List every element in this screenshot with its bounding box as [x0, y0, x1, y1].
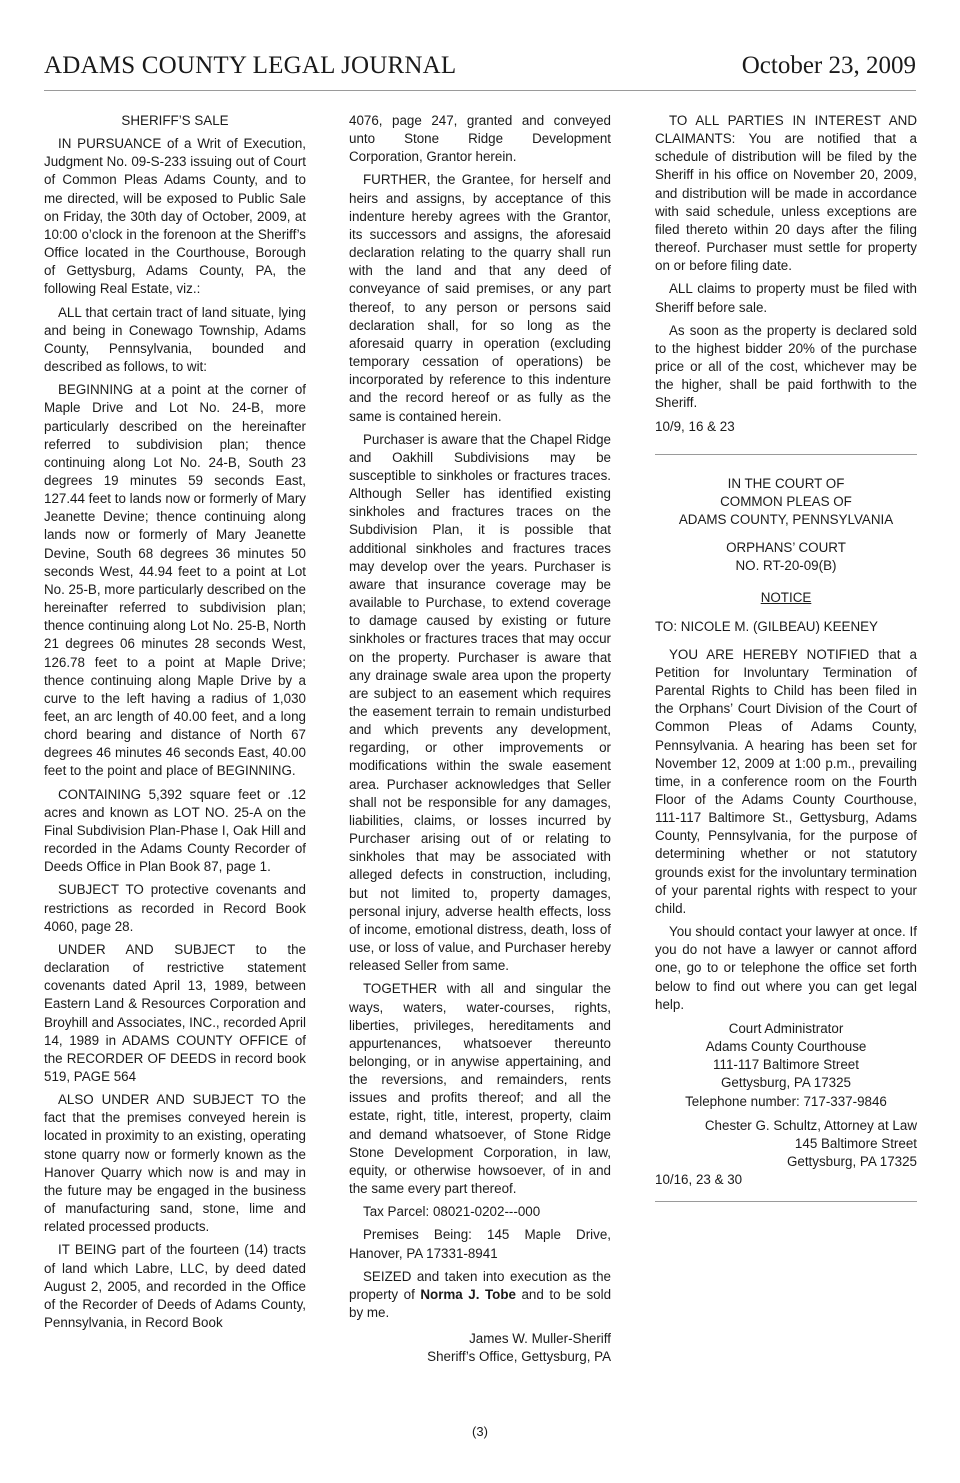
attorney-city: Gettysburg, PA 17325: [786, 1153, 917, 1169]
defendant-name: Norma J. Tobe: [420, 1286, 516, 1302]
paragraph: BEGINNING at a point at the corner of Maple Drive and Lot No. 24-B, more particularly described on the hereinafter referred to subdivision plan; thence continuing along Lot No. 24-B, South 23 degrees 19 minutes 59 seconds East, 127.44 feet to lands now or formerly of Mary Jeanette Devine; thence continuing along lands now or formerly of Mary Jeanette Devine, South 68 degrees 36 minutes 50 seconds West, 44.94 feet to a point at Lot No. 25-B, more particularly described on the hereinafter referred to subdivision plan; thence continuing along Lot No. 25-B, North 21 degrees 06 minutes 28 seconds West, 126.78 feet to a point at Maple Drive; thence continuing along Maple Drive by a curve to the left having a radius of 1,030 feet, an arc length of 40.00 feet, and a long chord bearing and distance of North 67 degrees 46 minutes 46 seconds East, 40.00 feet to the point and place of BEGINNING.: [44, 382, 306, 779]
notice-heading: [655, 589, 917, 607]
divider: [655, 1201, 917, 1202]
orphans-court-line: ORPHANS’ COURT: [726, 540, 846, 556]
sheriffs-sale-title: SHERIFF’S SALE: [121, 113, 229, 128]
paragraph: ALL that certain tract of land situate, lying and being in Conewago Township, Adams County, Pennsylvania, bounded and described as follows, to wit:: [44, 304, 306, 375]
paragraph: UNDER AND SUBJECT to the declaration of restrictive statement covenants dated April 13, 1989, between Eastern Land & Resources Corporation and Broyhill and Associates, INC., recorded April 14, 1989 in ADAMS COUNTY OFFICE of the RECORDER OF DEEDS in record book 519, PAGE 564: [44, 941, 306, 1084]
admin-line: Gettysburg, PA 17325: [720, 1075, 852, 1091]
masthead: [44, 50, 916, 91]
court-line: COMMON PLEAS OF: [720, 493, 852, 509]
publication-dates: 10/16, 23 & 30: [655, 1172, 743, 1188]
column-2: [349, 112, 611, 1366]
seized-paragraph: [349, 1268, 611, 1322]
paragraph: IT BEING part of the fourteen (14) tracts of land which Labre, LLC, by deed dated August 2, 2005, and recorded in the Office of the Recorder of Deeds of Adams County, Pennsylvania, in Record Book: [44, 1242, 306, 1330]
paragraph: You should contact your lawyer at once. If you do not have a lawyer or cannot afford one, go to or telephone the office set forth below to find out where you can get legal help.: [655, 924, 917, 1012]
column-1: [44, 112, 306, 1337]
admin-phone: Telephone number: 717-337-9846: [685, 1093, 887, 1109]
paragraph: ALSO UNDER AND SUBJECT TO the fact that the premises conveyed herein is located in proximity to an existing, operating stone quarry now or formerly known as the Hanover Quarry which now is and may in the future may be engaged in the business of manufacturing sand, stone, lime and related processed products.: [44, 1092, 306, 1235]
sheriff-name: James W. Muller-Sheriff: [469, 1331, 611, 1347]
paragraph: As soon as the property is declared sold to the highest bidder 20% of the purchase price or all of the cost, whichever may be the higher, shall be paid forthwith to the Sheriff.: [655, 322, 917, 411]
seized-text: SEIZED and taken into execution as the property of: [349, 1268, 611, 1302]
sheriff-office: Sheriff’s Office, Gettysburg, PA: [427, 1349, 611, 1365]
paragraph: IN PURSUANCE of a Writ of Execution, Judgment No. 09-S-233 issuing out of Court of Common Pleas Adams County, and to me directed, will be exposed to Public Sale on Friday, the 30th day of October, 2009, at 10:00 o’clock in the forenoon at the Sheriff’s Office located in the Courthouse, Borough of Gettysburg, Adams County, PA, the following Real Estate, viz.:: [44, 136, 306, 297]
court-line: IN THE COURT OF: [727, 475, 845, 491]
court-heading: [655, 475, 917, 529]
issue-date: October 23, 2009: [741, 52, 916, 79]
paragraph: TO ALL PARTIES IN INTEREST AND CLAIMANTS: You are notified that a schedule of distribution will be filed by the Sheriff in his office on November 20, 2009, and distribution will be made in accordance with said schedule, unless exceptions are filed thereto within 20 days after the filing thereof. Purchaser must settle for property on or before filing date.: [655, 113, 917, 274]
column-3: [655, 112, 917, 1222]
tax-parcel: Tax Parcel: 08021-0202---000: [363, 1204, 541, 1220]
case-number: NO. RT-20-09(B): [735, 558, 837, 574]
paragraph: FURTHER, the Grantee, for herself and heirs and assigns, by acceptance of this indenture hereby agrees with the Grantor, its successors and assigns, the aforesaid declaration relating to the quarry shall run with the land and that any deed of conveyance of said premises, or any part thereof, to any person or persons said declaration shall, for so long as the aforesaid quarry in operation (excluding temporary cessation of operations) be incorporated by reference to this indenture and the record hereof or as fully as the same is contained herein.: [349, 172, 611, 424]
paragraph: YOU ARE HEREBY NOTIFIED that a Petition for Involuntary Termination of Parental Rights to Child has been filed in the Orphans’ Court Division of the Court of Common Pleas of Adams County, Pennsylvania. A hearing has been set for November 12, 2009 at 1:00 p.m., prevailing time, in a conference room on the Fourth Floor of the Adams County Courthouse, 111-117 Baltimore St., Gettysburg, Adams County, Pennsylvania, for the purpose of determining whether or not statutory grounds exist for the involuntary termination of your parental rights with respect to your child.: [655, 646, 917, 916]
orphans-court-heading: [655, 539, 917, 575]
attorney-name: Chester G. Schultz, Attorney at Law: [704, 1117, 917, 1133]
paragraph: CONTAINING 5,392 square feet or .12 acres and known as LOT NO. 25-A on the Final Subdivision Plan-Phase I, Oak Hill and recorded in the Adams County Recorder of Deeds Office in Plan Book 87, page 1.: [44, 786, 306, 875]
admin-line: 111-117 Baltimore Street: [713, 1057, 859, 1073]
sheriff-signature: [349, 1330, 611, 1366]
court-administrator: [655, 1020, 917, 1111]
paragraph: ALL claims to property must be filed with Sheriff before sale.: [655, 281, 917, 315]
publication-dates: 10/9, 16 & 23: [655, 418, 735, 434]
attorney-address: 145 Baltimore Street: [794, 1135, 917, 1151]
journal-title: ADAMS COUNTY LEGAL JOURNAL: [44, 52, 457, 79]
addressee: TO: NICOLE M. (GILBEAU) KEENEY: [655, 618, 878, 634]
paragraph: TOGETHER with all and singular the ways, waters, water-courses, rights, liberties, privileges, hereditaments and appurtenances, whatsoever thereunto belonging, or in anywise appertaining, and the reversions, and remainders, rents issues and profits thereof; and all the estate, right, title, interest, property, claim and demand whatsoever, of Stone Ridge Stone Development Corporation, in law, equity, or otherwise howsoever, of in and the same every part thereof.: [349, 981, 611, 1197]
admin-line: Adams County Courthouse: [705, 1039, 867, 1055]
premises: Premises Being: 145 Maple Drive, Hanover, PA 17331-8941: [349, 1227, 611, 1261]
seized-text-end: and to be sold by me.: [349, 1286, 612, 1320]
attorney-block: [655, 1117, 917, 1171]
paragraph: Purchaser is aware that the Chapel Ridge and Oakhill Subdivisions may be susceptible to sinkholes or fractures traces. Although Seller has identified existing sinkholes and fractures traces on the Subdivision Plan, it is possible that additional sinkholes and fractures traces may develop over the years. Purchaser is aware that insurance coverage may be available to Purchase, to extend coverage to damage caused by existing or future sinkholes or fractures traces that may occur on the property. Purchaser is aware that any drainage swale area upon the property are subject to an easement which requires the easement terrain to remain undisturbed and which prevents any development, regarding, or other improvements or modifications within the swale easement area. Purchaser acknowledges that Seller shall not be responsible for any damages, liabilities, claims, or losses incurred by Purchaser arising out of or relating to sinkholes that may be associated with alleged defects in construction, including, but not limited to, property damages, personal injury, adverse health effects, loss of income, emotional distress, death, loss of use, or loss of value, and Purchaser hereby released Seller from same.: [349, 431, 611, 974]
notice-title: NOTICE: [760, 590, 812, 606]
divider: [655, 454, 917, 455]
paragraph: SUBJECT TO protective covenants and restrictions as recorded in Record Book 4060, page 28.: [44, 882, 306, 934]
paragraph: 4076, page 247, granted and conveyed unto Stone Ridge Development Corporation, Grantor herein.: [349, 113, 611, 165]
page-number: (3): [472, 1424, 488, 1439]
admin-line: Court Administrator: [728, 1020, 844, 1036]
court-line: ADAMS COUNTY, PENNSYLVANIA: [678, 511, 894, 527]
